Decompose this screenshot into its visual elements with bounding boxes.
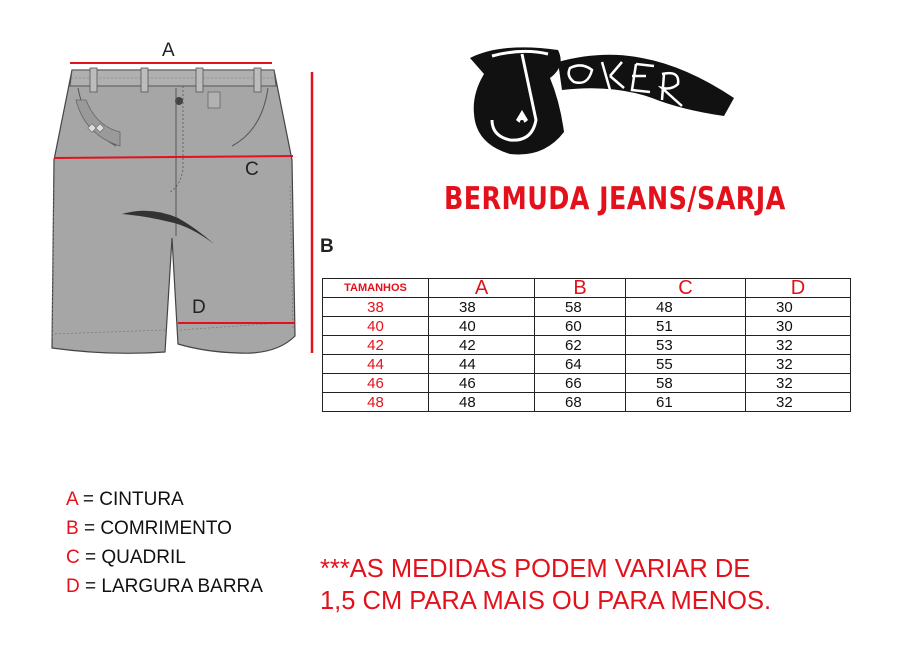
size-cell: 40 — [323, 317, 429, 336]
value-cell: 58 — [626, 374, 746, 393]
value-cell: 48 — [626, 298, 746, 317]
value-cell: 40 — [429, 317, 535, 336]
label-c: C — [245, 159, 259, 180]
value-cell: 32 — [746, 336, 851, 355]
value-cell: 61 — [626, 393, 746, 412]
note-line-2: 1,5 CM PARA MAIS OU PARA MENOS. — [320, 587, 772, 615]
value-cell: 32 — [746, 355, 851, 374]
table-header-row — [323, 279, 851, 298]
value-cell: 44 — [429, 355, 535, 374]
joker-logo — [462, 40, 742, 160]
table-row — [323, 336, 851, 355]
header-d: D — [746, 279, 851, 298]
legend-text: = LARGURA BARRA — [79, 576, 263, 597]
size-cell: 48 — [323, 393, 429, 412]
table-row — [323, 374, 851, 393]
value-cell: 48 — [429, 393, 535, 412]
value-cell: 68 — [535, 393, 626, 412]
value-cell: 60 — [535, 317, 626, 336]
table-row — [323, 355, 851, 374]
value-cell: 30 — [746, 298, 851, 317]
table-row — [323, 317, 851, 336]
legend-item — [66, 487, 263, 516]
legend-letter: C — [66, 547, 80, 568]
legend-item — [66, 574, 263, 603]
legend-text: = CINTURA — [77, 489, 184, 510]
legend-letter: D — [66, 576, 80, 597]
size-cell: 42 — [323, 336, 429, 355]
label-b: B — [320, 236, 334, 257]
header-b: B — [535, 279, 626, 298]
value-cell: 62 — [535, 336, 626, 355]
header-a: A — [429, 279, 535, 298]
label-a: A — [162, 40, 175, 61]
legend-letter: A — [66, 489, 78, 510]
legend-item — [66, 516, 263, 545]
table-row — [323, 393, 851, 412]
value-cell: 38 — [429, 298, 535, 317]
value-cell: 51 — [626, 317, 746, 336]
size-table — [322, 278, 851, 412]
value-cell: 53 — [626, 336, 746, 355]
table-row — [323, 298, 851, 317]
size-cell: 46 — [323, 374, 429, 393]
legend-text: = QUADRIL — [79, 547, 186, 568]
value-cell: 46 — [429, 374, 535, 393]
label-d: D — [192, 297, 206, 318]
value-cell: 42 — [429, 336, 535, 355]
value-cell: 32 — [746, 374, 851, 393]
legend-item — [66, 545, 263, 574]
value-cell: 64 — [535, 355, 626, 374]
size-cell: 38 — [323, 298, 429, 317]
value-cell: 66 — [535, 374, 626, 393]
legend-text: = COMRIMENTO — [78, 518, 232, 539]
legend-letter: B — [66, 518, 79, 539]
measurement-legend — [66, 487, 263, 603]
note-line-1: ***AS MEDIDAS PODEM VARIAR DE — [320, 555, 751, 583]
value-cell: 58 — [535, 298, 626, 317]
size-cell: 44 — [323, 355, 429, 374]
value-cell: 30 — [746, 317, 851, 336]
value-cell: 55 — [626, 355, 746, 374]
header-c: C — [626, 279, 746, 298]
header-tamanhos: TAMANHOS — [323, 279, 429, 298]
product-title: BERMUDA JEANS/SARJA — [444, 181, 786, 217]
value-cell: 32 — [746, 393, 851, 412]
measurement-note — [320, 553, 771, 617]
